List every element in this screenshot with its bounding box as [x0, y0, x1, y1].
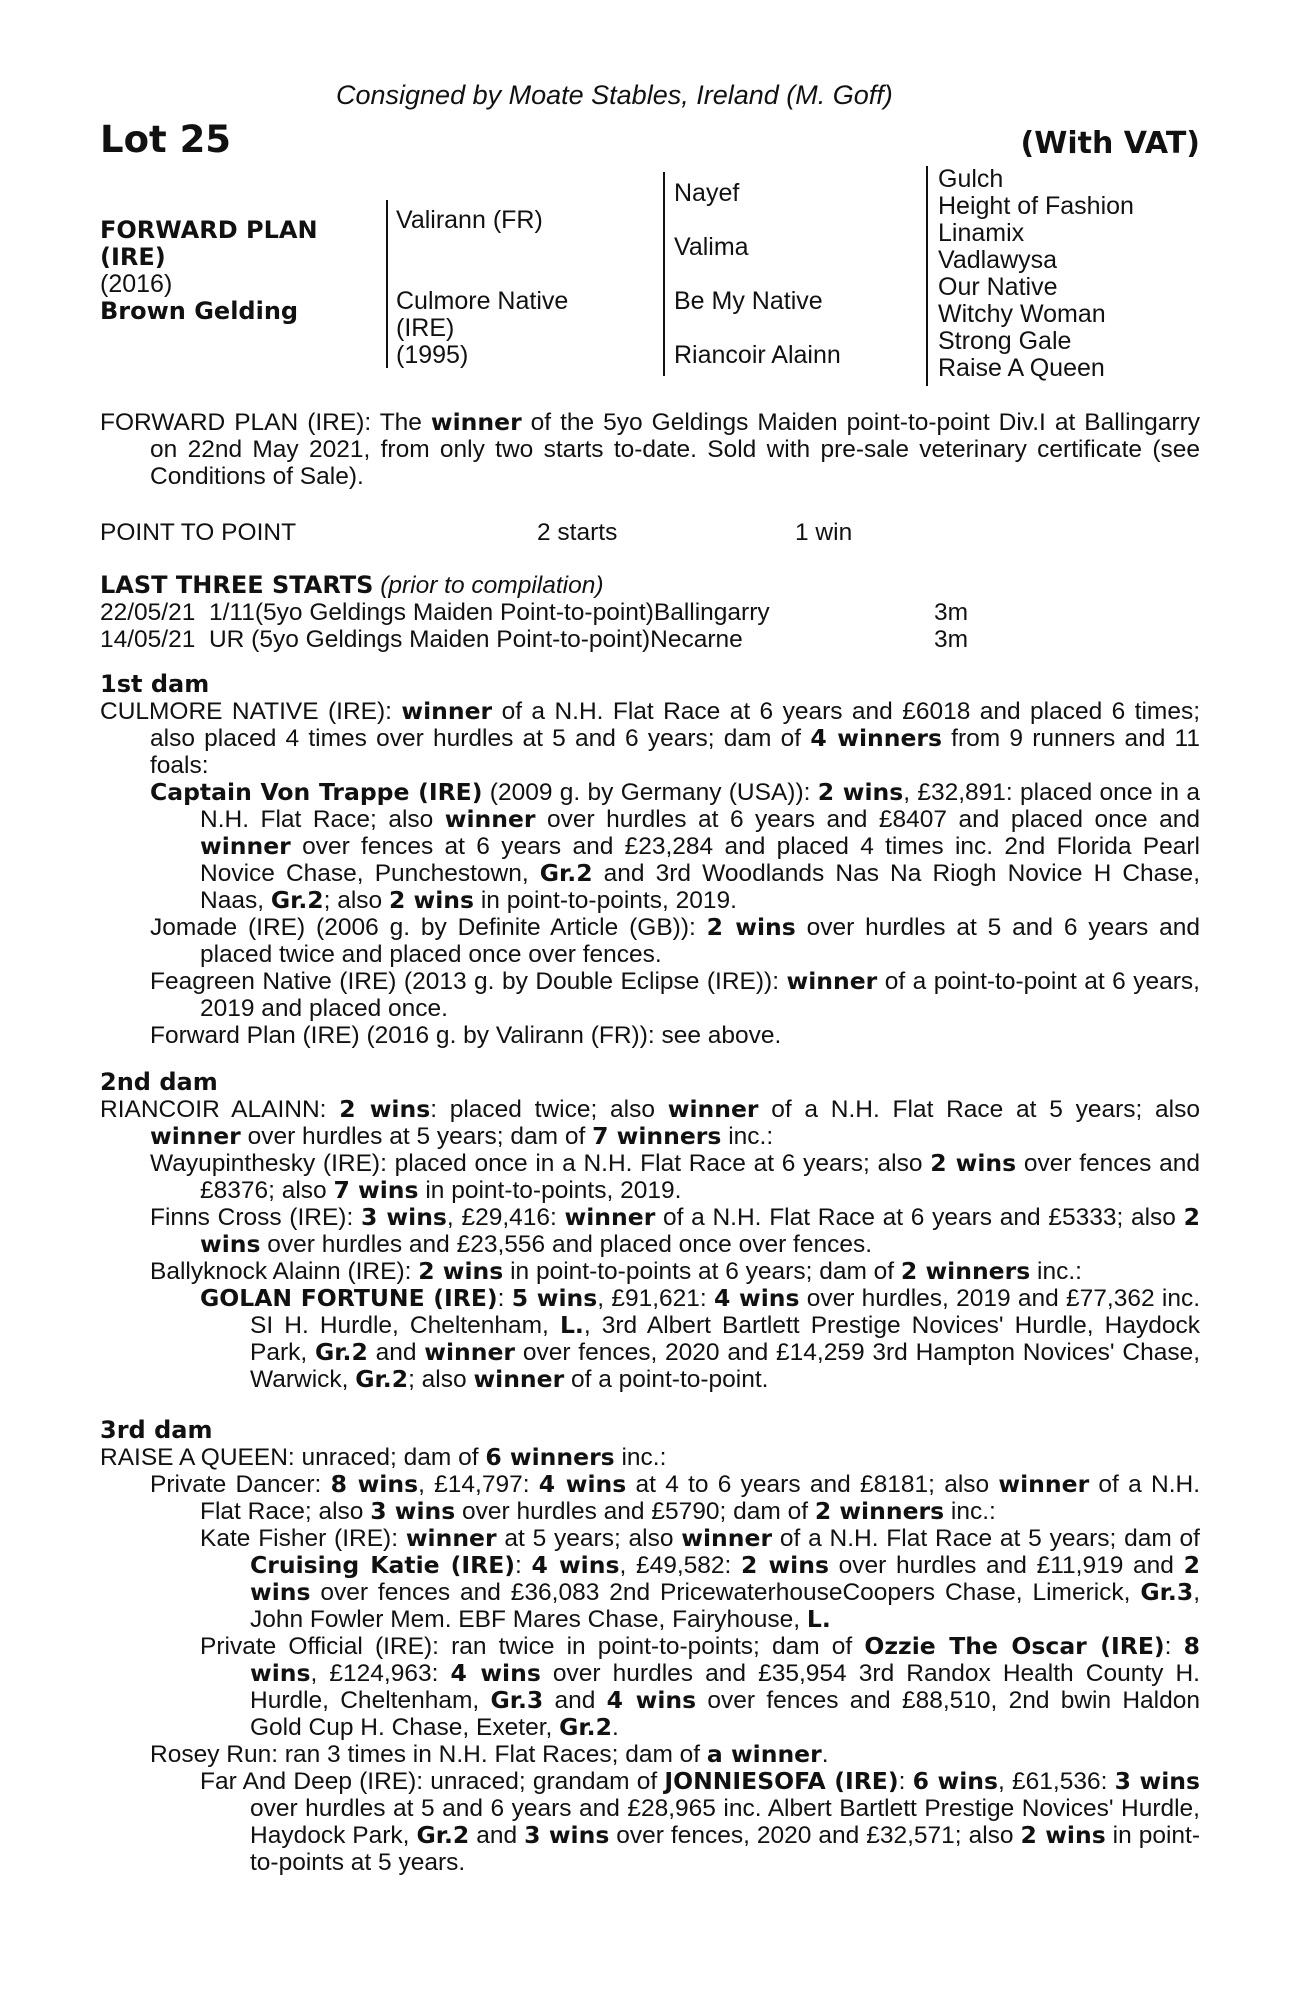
- first-dam-main: CULMORE NATIVE (IRE): winner of a N.H. Flat Race at 6 years and £6018 and placed 6 times; also placed 4 times over hurdles at 5 and 6 years; dam of 4 winners from 9 runners and 11 foals:: [100, 697, 1201, 779]
- second-dam-section: [100, 1069, 1200, 1393]
- pedigree-g3-6: Witchy Woman: [938, 300, 1106, 328]
- pedigree-bracket-1: [386, 200, 388, 368]
- vat-note: (With VAT): [1020, 126, 1200, 161]
- first-dam-heading: 1st dam: [100, 670, 210, 698]
- pedigree-g3-1: Gulch: [938, 165, 1004, 193]
- pedigree-bracket-3: [926, 166, 928, 386]
- pedigree-g2-3: Be My Native: [674, 287, 823, 315]
- third-dam-grandprogeny-1: Kate Fisher (IRE): winner at 5 years; also winner of a N.H. Flat Race at 5 years; dam of Cruising Katie (IRE): 4 wins, £49,582: 2 wins over hurdles and £11,919 and 2 wins over fences and £36,083 2nd PricewaterhouseCoopers Chase, Limerick, Gr.3, John Fowler Mem. EBF Mares Chase, Fairyhouse, L.: [200, 1524, 1200, 1633]
- pedigree-g3-7: Strong Gale: [938, 327, 1072, 355]
- second-dam-progeny-3: Ballyknock Alainn (IRE): 2 wins in point-to-points at 6 years; dam of 2 winners inc.:: [150, 1257, 1082, 1285]
- pedigree-dam-line2: (IRE): [396, 314, 455, 342]
- intro-paragraph: FORWARD PLAN (IRE): The winner of the 5yo Geldings Maiden point-to-point Div.I at Ballingarry on 22nd May 2021, from only two starts to-date. Sold with pre-sale veterinary certificate (see Conditions of Sale).: [100, 408, 1200, 490]
- record-wins: 1 win: [795, 519, 853, 546]
- pedigree-g3-4: Vadlawysa: [938, 246, 1058, 274]
- third-dam-grandprogeny-3: Far And Deep (IRE): unraced; grandam of JONNIESOFA (IRE): 6 wins, £61,536: 3 wins over hurdles at 5 and 6 years and £28,965 inc. Albert Bartlett Prestige Novices' Hurdle, Haydock Park, Gr.2 and 3 wins over fences, 2020 and £32,571; also 2 wins in point-to-points at 5 years.: [200, 1767, 1201, 1876]
- pedigree-g3-2: Height of Fashion: [938, 192, 1134, 220]
- last-start-dist-1: 3m: [934, 599, 969, 626]
- pedigree-g2-1: Nayef: [674, 179, 740, 207]
- second-dam-main: RIANCOIR ALAINN: 2 wins: placed twice; also winner of a N.H. Flat Race at 5 years; also winner over hurdles at 5 years; dam of 7 winners inc.:: [100, 1095, 1200, 1150]
- horse-sex: Brown Gelding: [100, 297, 299, 325]
- last-start-dist-2: 3m: [934, 626, 969, 653]
- second-dam-grandprogeny-1: GOLAN FORTUNE (IRE): 5 wins, £91,621: 4 wins over hurdles, 2019 and £77,362 inc. SI H. Hurdle, Cheltenham, L., 3rd Albert Bartlett Prestige Novices' Hurdle, Haydock Park, Gr.2 and winner over fences, 2020 and £14,259 3rd Hampton Novices' Chase, Warwick, Gr.2; also winner of a point-to-point.: [200, 1284, 1201, 1393]
- pedigree-g2-2: Valima: [674, 233, 749, 261]
- last-start-row-2: 14/05/21 UR (5yo Geldings Maiden Point-to-point)Necarne: [100, 626, 743, 653]
- first-dam-progeny-1: Captain Von Trappe (IRE) (2009 g. by Germany (USA)): 2 wins, £32,891: placed once in a N.H. Flat Race; also winner over hurdles at 6 years and £8407 and placed once and winner over fences at 6 years and £23,284 and placed 4 times inc. 2nd Florida Pearl Novice Chase, Punchestown, Gr.2 and 3rd Woodlands Nas Na Riogh Novice H Chase, Naas, Gr.2; also 2 wins in point-to-points, 2019.: [150, 778, 1201, 914]
- lot-number: Lot 25: [100, 118, 232, 161]
- record-label: POINT TO POINT: [100, 519, 297, 546]
- second-dam-progeny-2: Finns Cross (IRE): 3 wins, £29,416: winner of a N.H. Flat Race at 6 years and £5333; also 2 wins over hurdles and £23,556 and placed once over fences.: [150, 1203, 1201, 1258]
- third-dam-progeny-2: Rosey Run: ran 3 times in N.H. Flat Races; dam of a winner.: [150, 1740, 829, 1768]
- pedigree-g3-8: Raise A Queen: [938, 354, 1105, 382]
- horse-name-line1: FORWARD PLAN: [100, 216, 318, 244]
- third-dam-section: [100, 1417, 1200, 1876]
- third-dam-grandprogeny-2: Private Official (IRE): ran twice in point-to-points; dam of Ozzie The Oscar (IRE): 8 wins, £124,963: 4 wins over hurdles and £35,954 3rd Randox Health County H. Hurdle, Cheltenham, Gr.3 and 4 wins over fences and £88,510, 2nd bwin Haldon Gold Cup H. Chase, Exeter, Gr.2.: [200, 1632, 1201, 1741]
- first-dam-progeny-3: Feagreen Native (IRE) (2013 g. by Double Eclipse (IRE)): winner of a point-to-point at 6 years, 2019 and placed once.: [150, 967, 1200, 1022]
- horse-identity: [100, 217, 318, 325]
- horse-name-line2: (IRE): [100, 243, 166, 271]
- horse-year: (2016): [100, 270, 173, 298]
- third-dam-heading: 3rd dam: [100, 1416, 213, 1444]
- first-dam-progeny-4: Forward Plan (IRE) (2016 g. by Valirann (FR)): see above.: [150, 1022, 782, 1049]
- pedigree-dam-line1: Culmore Native: [396, 287, 569, 315]
- first-dam-section: [100, 671, 1200, 1049]
- pedigree-sire: Valirann (FR): [396, 206, 543, 234]
- pedigree-g3-3: Linamix: [938, 219, 1025, 247]
- consignor-line: Consigned by Moate Stables, Ireland (M. Goff): [336, 80, 893, 110]
- third-dam-progeny-1: Private Dancer: 8 wins, £14,797: 4 wins at 4 to 6 years and £8181; also winner of a N.H. Flat Race; also 3 wins over hurdles and £5790; dam of 2 winners inc.:: [150, 1470, 1201, 1525]
- pedigree-dam-line3: (1995): [396, 341, 469, 369]
- third-dam-main: RAISE A QUEEN: unraced; dam of 6 winners inc.:: [100, 1443, 667, 1471]
- second-dam-progeny-1: Wayupinthesky (IRE): placed once in a N.H. Flat Race at 6 years; also 2 wins over fences and £8376; also 7 wins in point-to-points, 2019.: [150, 1149, 1200, 1204]
- first-dam-progeny-2: Jomade (IRE) (2006 g. by Definite Article (GB)): 2 wins over hurdles at 5 and 6 years and placed twice and placed once over fences.: [150, 913, 1200, 968]
- last-start-row-1: 22/05/21 1/11(5yo Geldings Maiden Point-to-point)Ballingarry: [100, 599, 770, 626]
- second-dam-heading: 2nd dam: [100, 1068, 218, 1096]
- pedigree-g2-4: Riancoir Alainn: [674, 341, 841, 369]
- pedigree-g3-5: Our Native: [938, 273, 1058, 301]
- record-starts: 2 starts: [537, 519, 618, 546]
- last-three-heading: LAST THREE STARTS (prior to compilation): [100, 571, 604, 599]
- pedigree-bracket-2: [663, 172, 665, 376]
